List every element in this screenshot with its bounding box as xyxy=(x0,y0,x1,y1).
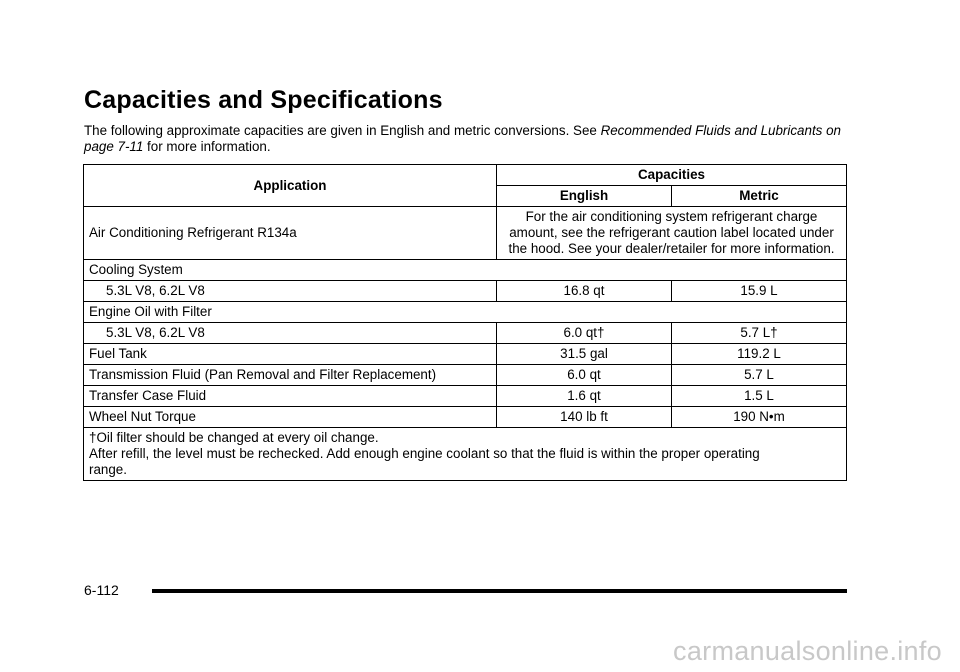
footnote-row xyxy=(84,428,847,481)
row-application: Fuel Tank xyxy=(84,344,497,365)
table-row xyxy=(84,344,847,365)
row-english: 31.5 gal xyxy=(497,344,672,365)
footnote-oil-filter: †Oil filter should be changed at every oil change. xyxy=(89,430,379,445)
row-metric: 119.2 L xyxy=(672,344,847,365)
row-metric: 190 N•m xyxy=(672,407,847,428)
header-metric: Metric xyxy=(672,186,847,207)
row-application: Wheel Nut Torque xyxy=(84,407,497,428)
table-row xyxy=(84,207,847,260)
cooling-engine: 5.3L V8, 6.2L V8 xyxy=(84,281,497,302)
header-application: Application xyxy=(84,165,497,207)
row-application: Transmission Fluid (Pan Removal and Filter Replacement) xyxy=(84,365,497,386)
intro-text: The following approximate capacities are given in English and metric conversions. See xyxy=(84,123,601,138)
oil-engine: 5.3L V8, 6.2L V8 xyxy=(84,323,497,344)
footer-rule xyxy=(152,589,847,593)
oil-english: 6.0 qt† xyxy=(497,323,672,344)
row-metric: 1.5 L xyxy=(672,386,847,407)
oil-label: Engine Oil with Filter xyxy=(84,302,847,323)
row-application: Transfer Case Fluid xyxy=(84,386,497,407)
table-row xyxy=(84,323,847,344)
page-title: Capacities and Specifications xyxy=(84,86,443,114)
cooling-metric: 15.9 L xyxy=(672,281,847,302)
header-capacities: Capacities xyxy=(497,165,847,186)
table-row xyxy=(84,365,847,386)
table-row xyxy=(84,302,847,323)
table-row xyxy=(84,407,847,428)
fluids-reference-link[interactable]: Recommended Fluids and Lubricants on page 7-11 xyxy=(84,123,841,154)
cooling-english: 16.8 qt xyxy=(497,281,672,302)
row-metric: 5.7 L xyxy=(672,365,847,386)
row-english: 1.6 qt xyxy=(497,386,672,407)
row-english: 6.0 qt xyxy=(497,365,672,386)
ac-note: For the air conditioning system refrigerant charge amount, see the refrigerant caution label located under the hood. See your dealer/retailer for more information. xyxy=(497,207,847,260)
watermark: carmanualsonline.info xyxy=(673,636,942,666)
row-english: 140 lb ft xyxy=(497,407,672,428)
footnote-refill: After refill, the level must be rechecked. Add enough engine coolant so that the fluid is within the proper operating range. xyxy=(89,446,760,477)
table-row xyxy=(84,281,847,302)
footnote-cell xyxy=(84,428,847,481)
oil-metric: 5.7 L† xyxy=(672,323,847,344)
intro-paragraph xyxy=(84,123,854,155)
table-row xyxy=(84,386,847,407)
intro-tail: for more information. xyxy=(143,139,271,154)
cooling-label: Cooling System xyxy=(84,260,847,281)
page-number: 6-112 xyxy=(84,582,119,598)
capacities-table xyxy=(83,164,847,481)
ac-application: Air Conditioning Refrigerant R134a xyxy=(84,207,497,260)
header-row xyxy=(84,165,847,186)
header-english: English xyxy=(497,186,672,207)
table-row xyxy=(84,260,847,281)
